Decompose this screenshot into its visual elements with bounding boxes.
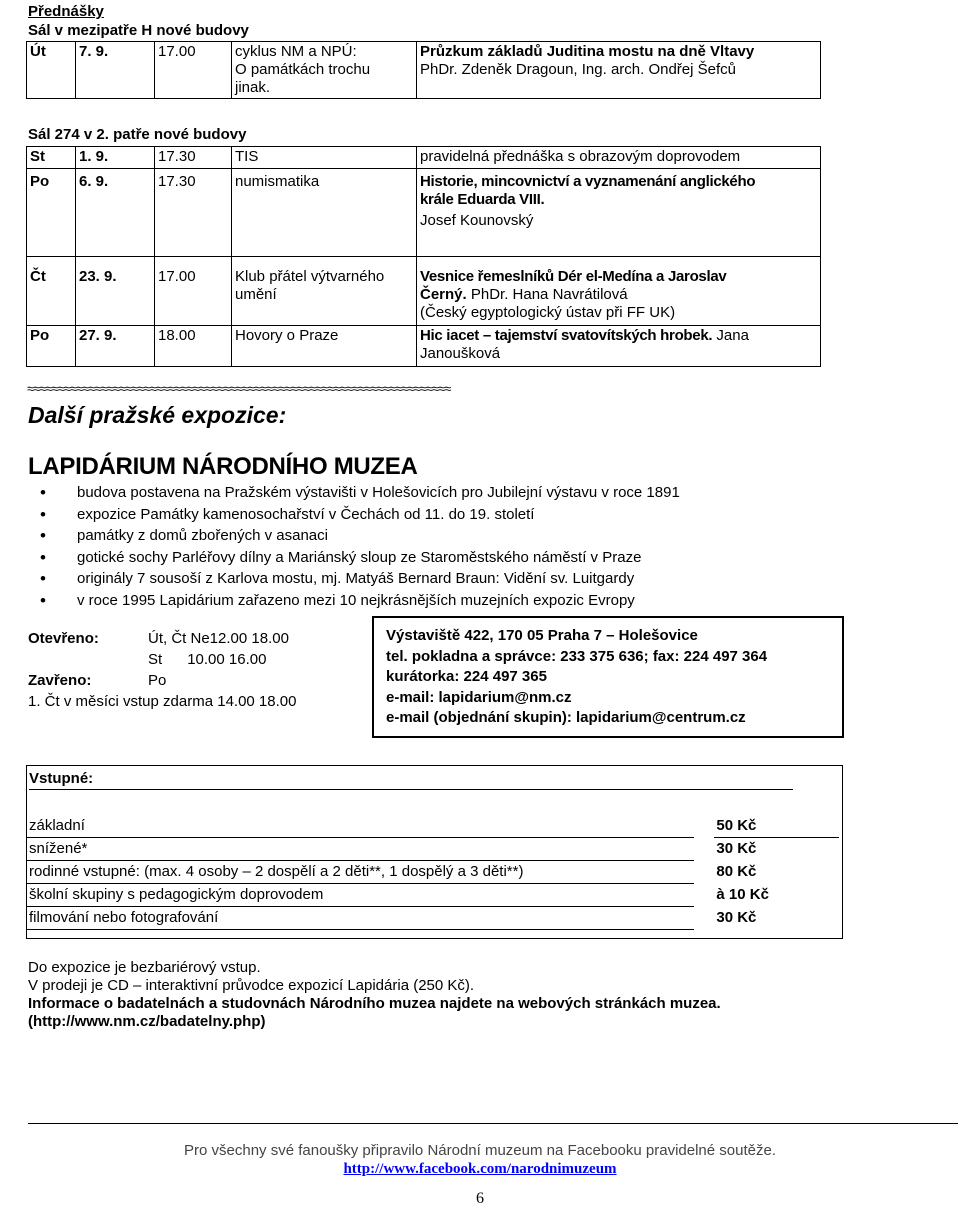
lecture-speaker: Jana xyxy=(716,327,749,344)
lecture-affiliation: (Český egyptologický ústav při FF UK) xyxy=(420,304,676,321)
lecture-title-line: Historie, mincovnictví a vyznamenání anglického xyxy=(420,173,756,190)
lecture-title-end: Černý. xyxy=(420,286,467,303)
table-row xyxy=(27,326,821,367)
list-item: • originály 7 sousoší z Karlova mostu, mj. Matyáš Bernard Braun: Vidění sv. Luitgardy xyxy=(40,568,840,590)
lecture-speaker: PhDr. Hana Navrátilová xyxy=(470,286,628,303)
lecture-title-line xyxy=(420,327,817,345)
time-cell: 18.00 xyxy=(155,326,232,367)
admission-price: 50 Kč xyxy=(714,815,839,838)
series-line: O památkách trochu xyxy=(235,61,371,78)
open-value: Út, Čt Ne12.00 18.00 xyxy=(148,630,289,647)
day-cell: Po xyxy=(27,169,76,257)
date-cell: 7. 9. xyxy=(76,42,155,99)
contact-email-groups: e-mail (objednání skupin): lapidarium@centrum.cz xyxy=(386,709,746,726)
table-row xyxy=(27,861,839,884)
title-cell xyxy=(417,326,821,367)
closed-label: Zavřeno: xyxy=(28,672,92,689)
lecture-speaker-line: Janoušková xyxy=(420,345,501,362)
lecture-table-hall-1 xyxy=(26,41,821,99)
title-cell xyxy=(417,169,821,257)
footer-link-wrap xyxy=(0,1161,960,1178)
closed-value: Po xyxy=(148,672,167,689)
lecture-title: Hic iacet – tajemství svatovítských hrobek. xyxy=(420,327,713,344)
series-line: jinak. xyxy=(235,79,271,96)
admission-table xyxy=(27,815,839,930)
table-row xyxy=(27,42,821,99)
table-row xyxy=(27,147,821,169)
series-line: umění xyxy=(235,286,277,303)
series-cell xyxy=(232,42,417,99)
contact-email: e-mail: lapidarium@nm.cz xyxy=(386,688,572,706)
day-cell: Čt xyxy=(27,257,76,326)
hall-1-heading: Sál v mezipatře H nové budovy xyxy=(28,22,249,39)
series-cell: TIS xyxy=(232,147,417,169)
opening-hours xyxy=(28,628,296,712)
research-note: Informace o badatelnách a studovnách Národního muzea najdete na webových stránkách muzea. xyxy=(28,995,721,1012)
day-cell: St xyxy=(27,147,76,169)
footer-text: Pro všechny své fanoušky připravilo Národní muzeum na Facebooku pravidelné soutěže. xyxy=(184,1142,776,1159)
series-cell xyxy=(232,257,417,326)
facebook-link[interactable]: http://www.facebook.com/narodnimuzeum xyxy=(343,1161,617,1177)
barrier-free-note: Do expozice je bezbariérový vstup. xyxy=(28,959,261,976)
list-item: • památky z domů zbořených v asanaci xyxy=(40,525,840,547)
series-line: cyklus NM a NPÚ: xyxy=(235,43,357,60)
admission-label: základní xyxy=(27,815,694,838)
day-cell: Út xyxy=(27,42,76,99)
table-row xyxy=(27,257,821,326)
museum-features-list xyxy=(40,482,840,612)
contact-address: Výstaviště 422, 170 05 Praha 7 – Holešovice xyxy=(386,627,698,644)
cd-note: V prodeji je CD – interaktivní průvodce expozicí Lapidária (250 Kč). xyxy=(28,977,475,994)
open-row-2 xyxy=(28,649,296,670)
contact-phone: tel. pokladna a správce: 233 375 636; fax: 224 497 364 xyxy=(386,647,768,665)
lecture-speaker: PhDr. Zdeněk Dragoun, Ing. arch. Ondřej Šefců xyxy=(420,61,737,78)
wave-separator: ≈≈≈≈≈≈≈≈≈≈≈≈≈≈≈≈≈≈≈≈≈≈≈≈≈≈≈≈≈≈≈≈≈≈≈≈≈≈≈≈≈≈≈≈≈≈≈≈≈≈≈≈≈≈≈≈≈≈≈≈≈≈≈≈≈≈≈≈≈ xyxy=(27,381,451,396)
closed-row xyxy=(28,670,296,691)
open-time: 10.00 16.00 xyxy=(187,651,267,668)
lecture-title: Průzkum základů Juditina mostu na dně Vltavy xyxy=(420,43,755,60)
other-expositions-heading: Další pražské expozice: xyxy=(28,402,287,428)
open-day: St xyxy=(148,651,163,668)
lecture-title-line: Vesnice řemeslníků Dér el-Medína a Jaroslav xyxy=(420,268,727,285)
page-number: 6 xyxy=(476,1190,484,1207)
admission-price: à 10 Kč xyxy=(716,886,769,903)
time-cell: 17.30 xyxy=(155,169,232,257)
date-cell: 27. 9. xyxy=(76,326,155,367)
admission-price: 80 Kč xyxy=(716,863,757,880)
table-row xyxy=(27,815,839,838)
notes xyxy=(28,959,721,1031)
admission-label: rodinné vstupné: (max. 4 osoby – 2 dospělí a 2 děti**, 1 dospělý a 3 děti**) xyxy=(27,861,694,884)
title-cell: pravidelná přednáška s obrazovým doprovodem xyxy=(417,147,821,169)
date-cell: 6. 9. xyxy=(76,169,155,257)
series-cell: numismatika xyxy=(232,169,417,257)
table-row xyxy=(27,907,839,930)
time-cell: 17.00 xyxy=(155,42,232,99)
free-entry-note: 1. Čt v měsíci vstup zdarma 14.00 18.00 xyxy=(28,693,297,710)
contact-box xyxy=(372,616,844,738)
admission-price: 30 Kč xyxy=(716,909,757,926)
lectures-heading: Přednášky xyxy=(28,3,104,20)
table-row xyxy=(27,169,821,257)
title-cell xyxy=(417,42,821,99)
admission-box xyxy=(26,765,843,939)
date-cell: 23. 9. xyxy=(76,257,155,326)
date-cell: 1. 9. xyxy=(76,147,155,169)
list-item: • expozice Památky kamenosochařství v Čechách od 11. do 19. století xyxy=(40,504,840,526)
open-row xyxy=(28,628,296,649)
footer-divider xyxy=(28,1123,958,1124)
day-cell: Po xyxy=(27,326,76,367)
table-row xyxy=(27,884,839,907)
time-cell: 17.00 xyxy=(155,257,232,326)
hall-2-heading: Sál 274 v 2. patře nové budovy xyxy=(28,126,247,143)
list-item: • v roce 1995 Lapidárium zařazeno mezi 10 nejkrásnějších muzejních expozic Evropy xyxy=(40,590,840,612)
table-row xyxy=(27,838,839,861)
contact-curator: kurátorka: 224 497 365 xyxy=(386,668,547,685)
research-link[interactable]: (http://www.nm.cz/badatelny.php) xyxy=(28,1013,266,1030)
admission-label: školní skupiny s pedagogickým doprovodem xyxy=(27,884,694,907)
museum-title: LAPIDÁRIUM NÁRODNÍHO MUZEA xyxy=(28,453,418,480)
lecture-title-line xyxy=(420,286,817,304)
list-item: • gotické sochy Parléřovy dílny a Mariánský sloup ze Staroměstského náměstí v Praze xyxy=(40,547,840,569)
admission-label: filmování nebo fotografování xyxy=(27,907,694,930)
open-label: Otevřeno: xyxy=(28,630,99,647)
title-cell xyxy=(417,257,821,326)
lecture-title-line: krále Eduarda VIII. xyxy=(420,191,545,208)
list-item: • budova postavena na Pražském výstavišti v Holešovicích pro Jubilejní výstavu v roce 1891 xyxy=(40,482,840,504)
lecture-speaker: Josef Kounovský xyxy=(420,212,534,229)
admission-label: snížené* xyxy=(27,838,694,861)
lecture-table-hall-2 xyxy=(26,146,821,367)
time-cell: 17.30 xyxy=(155,147,232,169)
series-cell: Hovory o Praze xyxy=(232,326,417,367)
admission-heading: Vstupné: xyxy=(29,770,793,790)
series-line: Klub přátel výtvarného xyxy=(235,268,385,285)
admission-price: 30 Kč xyxy=(716,840,757,858)
